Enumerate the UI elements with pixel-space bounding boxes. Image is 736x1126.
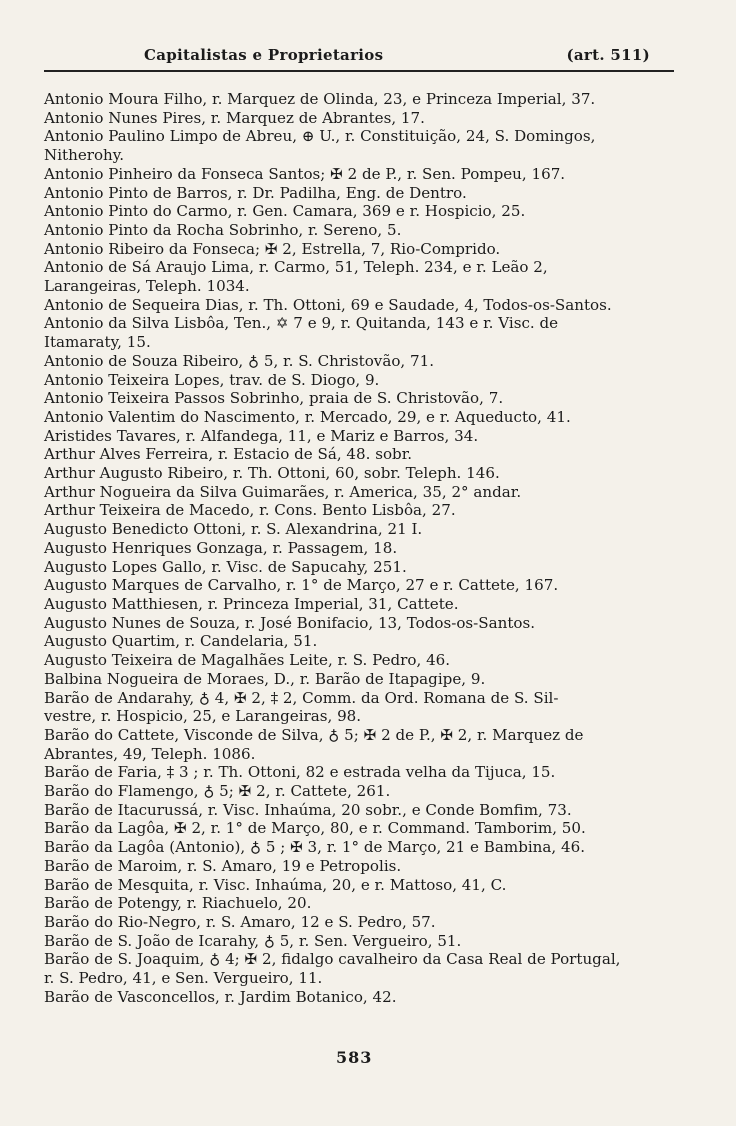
directory-entry bbox=[44, 445, 684, 464]
entry-line: Augusto Quartim, r. Candelaria, 51. bbox=[44, 632, 318, 651]
directory-entry bbox=[44, 90, 684, 109]
entry-line: Antonio Moura Filho, r. Marquez de Olinda, 23, e Princeza Imperial, 37. bbox=[44, 90, 596, 108]
directory-entry bbox=[44, 352, 684, 371]
entry-line: Aristides Tavares, r. Alfandega, 11, e Mariz e Barros, 34. bbox=[44, 426, 479, 445]
entry-line: Barão de Itacurussá, r. Visc. Inhaúma, 20 sobr., e Conde Bomfim, 73. bbox=[44, 800, 572, 819]
directory-entry bbox=[44, 165, 684, 184]
entry-continuation-line: Abrantes, 49, Teleph. 1086. bbox=[44, 744, 256, 763]
entry-line: Antonio da Silva Lisbôa, Ten., ✡ 7 e 9, r. Quitanda, 143 e r. Visc. de bbox=[44, 314, 559, 333]
directory-entry bbox=[44, 296, 684, 315]
entry-line: Barão de Maroim, r. S. Amaro, 19 e Petropolis. bbox=[44, 856, 402, 875]
directory-entry bbox=[44, 950, 684, 987]
entry-line: Antonio Pinto da Rocha Sobrinho, r. Sereno, 5. bbox=[44, 220, 402, 239]
directory-entry bbox=[44, 988, 684, 1007]
entry-line: Antonio Pinto do Carmo, r. Gen. Camara, 369 e r. Hospicio, 25. bbox=[44, 202, 526, 221]
entry-line: Antonio Valentim do Nascimento, r. Mercado, 29, e r. Aqueducto, 41. bbox=[44, 407, 571, 426]
entry-line: Barão do Cattete, Visconde de Silva, ♁ 5; ✠ 2 de P., ✠ 2, r. Marquez de bbox=[44, 725, 584, 744]
directory-entry bbox=[44, 221, 684, 240]
directory-entry bbox=[44, 913, 684, 932]
entry-continuation-line: r. S. Pedro, 41, e Sen. Vergueiro, 11. bbox=[44, 969, 323, 988]
directory-entry bbox=[44, 670, 684, 689]
entry-line: Barão do Flamengo, ♁ 5; ✠ 2, r. Cattete, 261. bbox=[44, 782, 391, 801]
entry-continuation-line: vestre, r. Hospicio, 25, e Larangeiras, 98. bbox=[44, 707, 362, 726]
entry-list bbox=[44, 90, 684, 1006]
entry-line: Balbina Nogueira de Moraes, D., r. Barão de Itapagipe, 9. bbox=[44, 669, 486, 688]
entry-line: Augusto Marques de Carvalho, r. 1° de Março, 27 e r. Cattete, 167. bbox=[44, 576, 559, 595]
entry-continuation-line: Itamaraty, 15. bbox=[44, 333, 151, 352]
article-number: (art. 511) bbox=[566, 46, 650, 64]
entry-line: Antonio Nunes Pires, r. Marquez de Abrantes, 17. bbox=[44, 108, 425, 127]
directory-entry bbox=[44, 184, 684, 203]
entry-line: Antonio Pinto de Barros, r. Dr. Padilha, Eng. de Dentro. bbox=[44, 183, 467, 202]
directory-entry bbox=[44, 408, 684, 427]
entry-line: Antonio de Sá Araujo Lima, r. Carmo, 51, Teleph. 234, e r. Leão 2, bbox=[44, 258, 548, 277]
directory-entry bbox=[44, 689, 684, 726]
entry-line: Barão de S. Joaquim, ♁ 4; ✠ 2, fidalgo cavalheiro da Casa Real de Portugal, bbox=[44, 950, 621, 969]
directory-entry bbox=[44, 632, 684, 651]
entry-line: Arthur Nogueira da Silva Guimarães, r. America, 35, 2° andar. bbox=[44, 482, 522, 501]
entry-line: Augusto Matthiesen, r. Princeza Imperial, 31, Cattete. bbox=[44, 594, 459, 613]
entry-line: Antonio Ribeiro da Fonseca; ✠ 2, Estrella, 7, Rio-Comprido. bbox=[44, 239, 501, 258]
entry-line: Barão de Potengy, r. Riachuelo, 20. bbox=[44, 894, 312, 913]
directory-entry bbox=[44, 576, 684, 595]
entry-line: Barão de Mesquita, r. Visc. Inhaúma, 20, e r. Mattoso, 41, C. bbox=[44, 875, 507, 894]
directory-entry bbox=[44, 595, 684, 614]
directory-entry bbox=[44, 782, 684, 801]
directory-entry bbox=[44, 371, 684, 390]
entry-continuation-line: Nitherohy. bbox=[44, 146, 125, 165]
section-title: Capitalistas e Proprietarios bbox=[144, 46, 384, 64]
directory-entry bbox=[44, 876, 684, 895]
directory-entry bbox=[44, 314, 684, 351]
page-number: 583 bbox=[336, 1048, 373, 1067]
entry-line: Antonio de Sequeira Dias, r. Th. Ottoni, 69 e Saudade, 4, Todos-os-Santos. bbox=[44, 295, 612, 314]
directory-entry bbox=[44, 801, 684, 820]
entry-line: Barão de Andarahy, ♁ 4, ✠ 2, ‡ 2, Comm. da Ord. Romana de S. Sil- bbox=[44, 688, 559, 707]
directory-entry bbox=[44, 539, 684, 558]
entry-line: Antonio Paulino Limpo de Abreu, ⊕ U., r. Constituição, 24, S. Domingos, bbox=[44, 127, 596, 146]
entry-line: Arthur Augusto Ribeiro, r. Th. Ottoni, 60, sobr. Teleph. 146. bbox=[44, 464, 500, 483]
directory-entry bbox=[44, 894, 684, 913]
directory-entry bbox=[44, 127, 684, 164]
entry-line: Augusto Henriques Gonzaga, r. Passagem, 18. bbox=[44, 538, 398, 557]
entry-line: Antonio Pinheiro da Fonseca Santos; ✠ 2 de P., r. Sen. Pompeu, 167. bbox=[44, 164, 566, 183]
entry-line: Antonio Teixeira Passos Sobrinho, praia de S. Christovão, 7. bbox=[44, 389, 504, 408]
directory-entry bbox=[44, 202, 684, 221]
directory-entry bbox=[44, 258, 684, 295]
directory-entry bbox=[44, 109, 684, 128]
directory-entry bbox=[44, 651, 684, 670]
entry-line: Barão de S. João de Icarahy, ♁ 5, r. Sen. Vergueiro, 51. bbox=[44, 931, 462, 950]
directory-entry bbox=[44, 464, 684, 483]
entry-line: Augusto Nunes de Souza, r. José Bonifacio, 13, Todos-os-Santos. bbox=[44, 613, 536, 632]
entry-line: Barão da Lagôa (Antonio), ♁ 5 ; ✠ 3, r. 1° de Março, 21 e Bambina, 46. bbox=[44, 838, 586, 857]
entry-line: Barão da Lagôa, ✠ 2, r. 1° de Março, 80, e r. Command. Tamborim, 50. bbox=[44, 819, 586, 838]
directory-entry bbox=[44, 427, 684, 446]
entry-line: Augusto Lopes Gallo, r. Visc. de Sapucahy, 251. bbox=[44, 557, 407, 576]
entry-line: Augusto Benedicto Ottoni, r. S. Alexandrina, 21 I. bbox=[44, 520, 423, 539]
header-rule bbox=[44, 70, 674, 72]
entry-continuation-line: Larangeiras, Teleph. 1034. bbox=[44, 277, 250, 296]
directory-entry bbox=[44, 614, 684, 633]
entry-line: Barão de Vasconcellos, r. Jardim Botanico, 42. bbox=[44, 987, 397, 1006]
directory-entry bbox=[44, 240, 684, 259]
entry-line: Antonio Teixeira Lopes, trav. de S. Diogo, 9. bbox=[44, 370, 380, 389]
entry-line: Barão de Faria, ‡ 3 ; r. Th. Ottoni, 82 e estrada velha da Tijuca, 15. bbox=[44, 763, 556, 782]
entry-line: Arthur Teixeira de Macedo, r. Cons. Bento Lisbôa, 27. bbox=[44, 501, 456, 520]
directory-entry bbox=[44, 819, 684, 838]
entry-line: Arthur Alves Ferreira, r. Estacio de Sá, 48. sobr. bbox=[44, 445, 413, 464]
directory-entry bbox=[44, 763, 684, 782]
directory-entry bbox=[44, 838, 684, 857]
directory-entry bbox=[44, 520, 684, 539]
directory-entry bbox=[44, 857, 684, 876]
entry-line: Augusto Teixeira de Magalhães Leite, r. S. Pedro, 46. bbox=[44, 651, 451, 670]
running-header bbox=[140, 44, 670, 68]
directory-entry bbox=[44, 558, 684, 577]
directory-entry bbox=[44, 483, 684, 502]
directory-entry bbox=[44, 726, 684, 763]
entry-line: Barão do Rio-Negro, r. S. Amaro, 12 e S. Pedro, 57. bbox=[44, 912, 436, 931]
directory-entry bbox=[44, 501, 684, 520]
directory-entry bbox=[44, 389, 684, 408]
entry-line: Antonio de Souza Ribeiro, ♁ 5, r. S. Christovão, 71. bbox=[44, 351, 435, 370]
directory-entry bbox=[44, 932, 684, 951]
